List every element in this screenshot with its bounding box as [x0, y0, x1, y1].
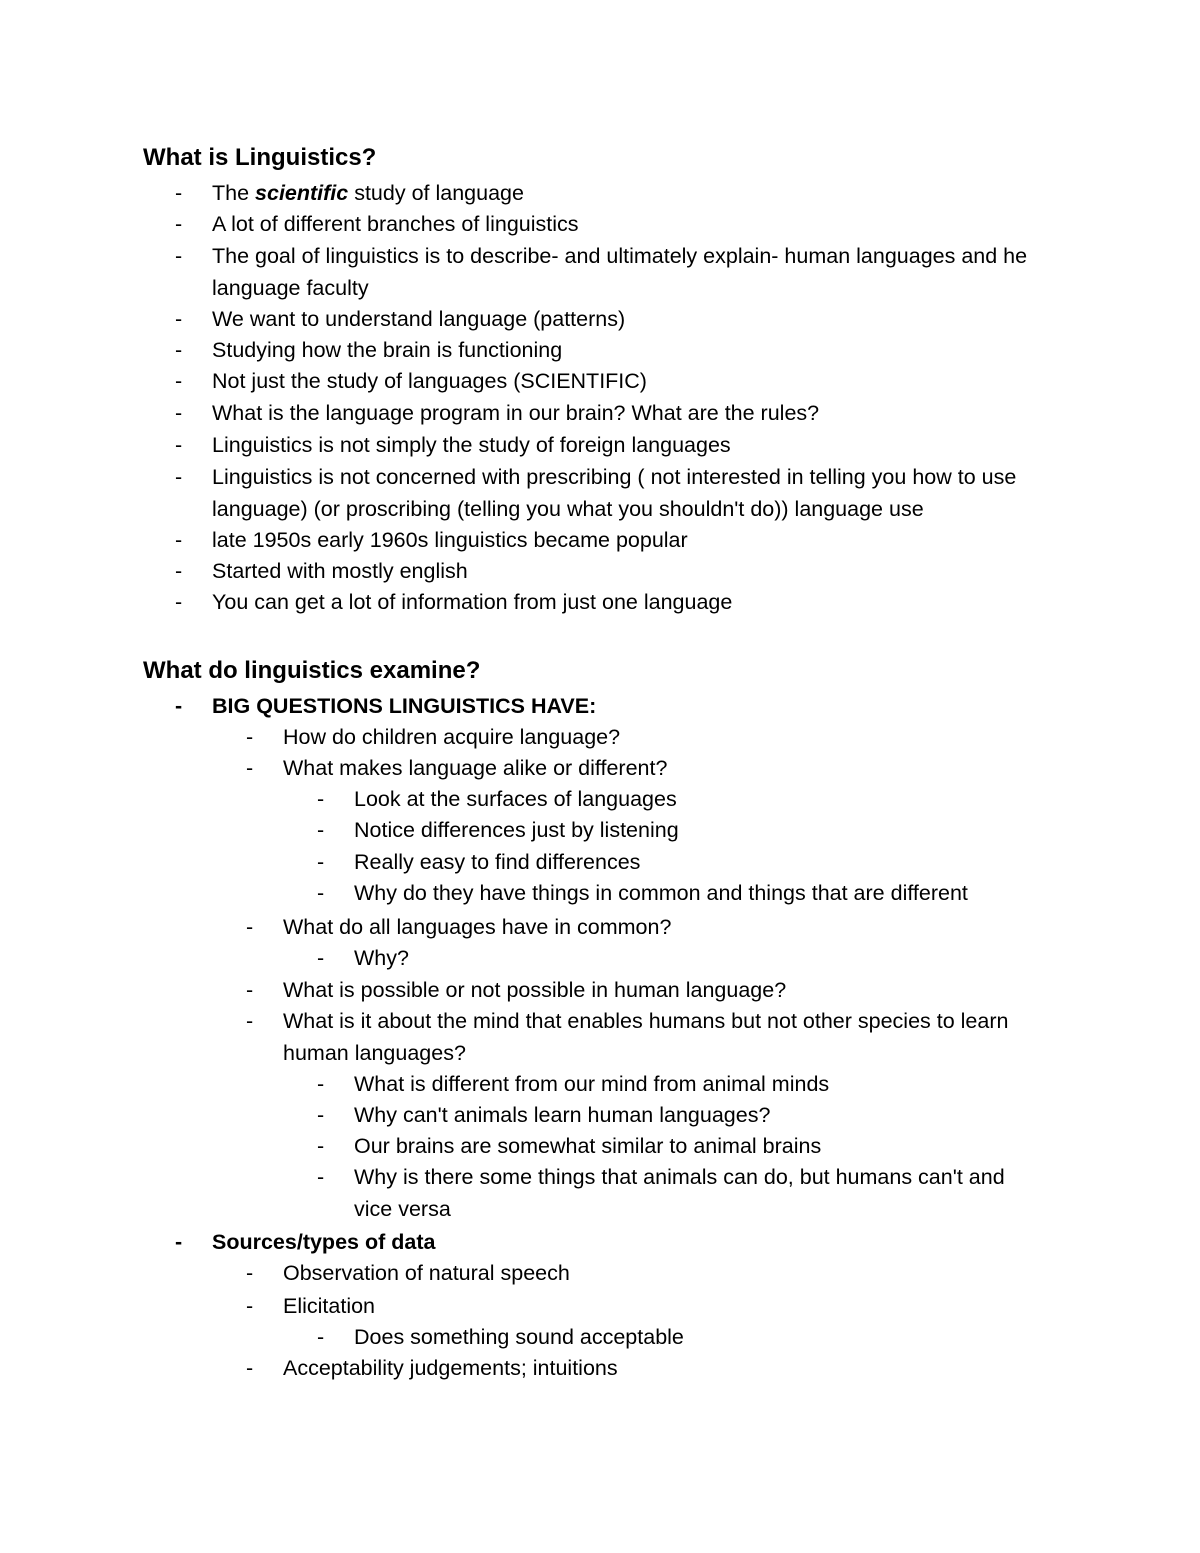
bullet-dash: - [175, 528, 183, 552]
list-item-text: Sources/types of data [212, 1230, 436, 1254]
bullet-dash: - [317, 881, 325, 905]
list-item-text: Why? [354, 946, 409, 970]
list-item-text: Acceptability judgements; intuitions [283, 1356, 618, 1380]
list-item-text: Our brains are somewhat similar to animal brains [354, 1134, 822, 1158]
list-item [246, 912, 1046, 944]
bullet-dash: - [317, 787, 325, 811]
list-item-text: What do all languages have in common? [283, 915, 672, 939]
list-item-text: What is it about the mind that enables humans but not other species to learn human languages? [283, 1009, 1009, 1065]
list-item-text: You can get a lot of information from just one language [212, 590, 733, 614]
list-item-text: What is possible or not possible in human language? [283, 978, 787, 1002]
list-item-text: Started with mostly english [212, 559, 468, 583]
list-item-text: Why do they have things in common and things that are different [354, 881, 968, 905]
bullet-dash: - [246, 1009, 254, 1033]
list-item-text: Linguistics is not simply the study of foreign languages [212, 433, 731, 457]
bullet-dash: - [175, 1230, 183, 1254]
list-item-text: Observation of natural speech [283, 1261, 570, 1285]
bullet-dash: - [175, 559, 183, 583]
bullet-dash: - [317, 1134, 325, 1158]
bullet-dash: - [175, 433, 183, 457]
bullet-dash: - [246, 1356, 254, 1380]
list-item [175, 241, 1035, 304]
list-item [175, 178, 1075, 210]
list-item-big-questions [175, 691, 1075, 723]
bullet-dash: - [317, 1165, 325, 1189]
list-item-text: A lot of different branches of linguistics [212, 212, 579, 236]
bullet-dash: - [175, 212, 183, 236]
list-item-text: Really easy to find differences [354, 850, 641, 874]
list-item-text: How do children acquire language? [283, 725, 621, 749]
list-item-text: We want to understand language (patterns) [212, 307, 626, 331]
list-item [317, 847, 1037, 879]
bullet-dash: - [317, 1325, 325, 1349]
bullet-dash: - [175, 694, 183, 718]
list-item [317, 1131, 1037, 1163]
list-item-text: Why is there some things that animals can do, but humans can't and vice versa [354, 1165, 1005, 1221]
bullet-dash: - [246, 978, 254, 1002]
bullet-dash: - [175, 590, 183, 614]
list-item [246, 975, 1046, 1007]
list-item [317, 1322, 1037, 1354]
list-item-text: What is the language program in our brain? What are the rules? [212, 401, 820, 425]
section-heading-what-is-linguistics: What is Linguistics? [143, 144, 377, 171]
bullet-dash: - [175, 401, 183, 425]
bullet-dash: - [175, 181, 183, 205]
list-item [175, 587, 1075, 619]
bullet-dash: - [175, 369, 183, 393]
list-item-text: Notice differences just by listening [354, 818, 679, 842]
bullet-dash: - [317, 946, 325, 970]
bullet-dash: - [317, 1103, 325, 1127]
list-item [317, 878, 1037, 910]
emphasis-text: scientific [255, 181, 349, 205]
list-item-text: Not just the study of languages (SCIENTIFIC) [212, 369, 647, 393]
list-item-text: late 1950s early 1960s linguistics became popular [212, 528, 688, 552]
list-item [175, 525, 1075, 557]
list-item [246, 1291, 1046, 1323]
list-item [175, 304, 1075, 336]
list-item [175, 398, 1075, 430]
bullet-dash: - [175, 244, 183, 268]
list-item [175, 430, 1075, 462]
list-item-text: Studying how the brain is functioning [212, 338, 563, 362]
list-item [246, 1258, 1046, 1290]
list-item [317, 784, 1037, 816]
list-item-text: BIG QUESTIONS LINGUISTICS HAVE: [212, 694, 597, 718]
list-item-text: Look at the surfaces of languages [354, 787, 677, 811]
list-item [317, 815, 1037, 847]
bullet-dash: - [175, 465, 183, 489]
list-item-text: Does something sound acceptable [354, 1325, 684, 1349]
list-item [246, 722, 1046, 754]
bullet-dash: - [317, 850, 325, 874]
bullet-dash: - [246, 1294, 254, 1318]
list-item [246, 753, 1046, 785]
bullet-dash: - [246, 756, 254, 780]
list-item-text: Linguistics is not concerned with prescribing ( not interested in telling you how to use language) (or proscribing (telling you what you shouldn't do)) language use [212, 465, 1017, 521]
list-item [175, 335, 1075, 367]
list-item [246, 1353, 1046, 1385]
bullet-dash: - [246, 1261, 254, 1285]
list-item-text: The goal of linguistics is to describe- and ultimately explain- human languages and he language faculty [212, 244, 1028, 300]
list-item [246, 1006, 1036, 1069]
list-item [317, 1069, 1037, 1101]
list-item [317, 1162, 1027, 1225]
list-item-text: The scientific study of language [212, 181, 524, 205]
list-item [317, 1100, 1037, 1132]
list-item-text: Why can't animals learn human languages? [354, 1103, 771, 1127]
bullet-dash: - [246, 915, 254, 939]
list-item-text: What makes language alike or different? [283, 756, 668, 780]
bullet-dash: - [175, 338, 183, 362]
list-item [317, 943, 1037, 975]
list-item [175, 366, 1075, 398]
list-item-sources [175, 1227, 1075, 1259]
bullet-dash: - [175, 307, 183, 331]
section-heading-what-do-linguistics-examine: What do linguistics examine? [143, 657, 481, 684]
list-item [175, 462, 1055, 525]
bullet-dash: - [317, 818, 325, 842]
bullet-dash: - [246, 725, 254, 749]
bullet-dash: - [317, 1072, 325, 1096]
list-item-text: Elicitation [283, 1294, 376, 1318]
list-item-text: What is different from our mind from animal minds [354, 1072, 830, 1096]
list-item [175, 556, 1075, 588]
list-item [175, 209, 1075, 241]
